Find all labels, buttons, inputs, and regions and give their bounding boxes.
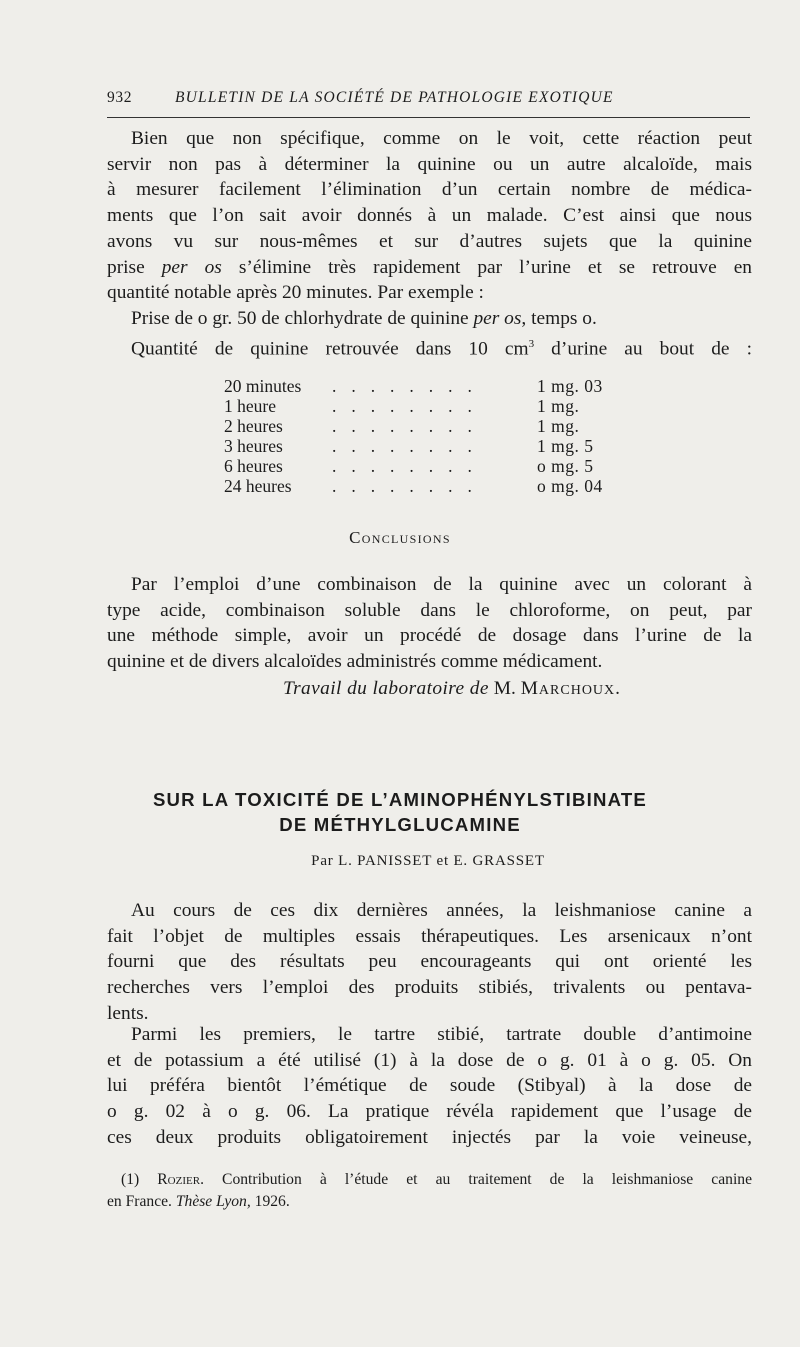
paragraph-reaction [107,126,752,306]
table-leader: . . . . . . . . [332,436,478,456]
footnote-marker: (1) [121,1171,158,1188]
table-leader: . . . . . . . . [332,416,478,436]
paragraph-treatments [107,1022,752,1151]
credit-name: Marchoux. [520,678,622,699]
table-row [224,476,664,496]
table-value: 1 mg. [537,396,580,416]
superscript: 3 [528,338,535,350]
italic-per-os: per os [161,256,222,278]
text-line: ments que l’on sait avoir donnés à un malade. C’est ainsi que nous [107,205,752,227]
text-line: lui préféra bientôt l’émétique de soude (Stibyal) à la dose de [107,1075,752,1097]
conclusions-heading: Conclusions [349,528,451,547]
table-leader: . . . . . . . . [332,456,478,476]
footnote-italic: Thèse Lyon, [175,1193,251,1210]
text-line: quinine et de divers alcaloïdes administrés comme médicament. [107,651,603,673]
lab-credit [283,678,621,700]
header-rule [107,117,750,118]
table-leader: . . . . . . . . [332,396,478,416]
table-value: o mg. 04 [537,476,603,496]
text-segment: prise [107,256,162,278]
table-time: 1 heure [224,396,276,416]
text-line [107,332,752,362]
table-value: 1 mg. [537,416,580,436]
table-row [224,436,664,456]
text-line: ces deux produits obligatoirement injectés par la voie veineuse, [107,1126,752,1148]
text-segment: d’urine au bout de : [534,338,752,360]
article-title-line-1: SUR LA TOXICITÉ DE L’AMINOPHÉNYLSTIBINATE [152,789,648,810]
text-line: fait l’objet de multiples essais thérapeutiques. Les arsenicaux n’ont [107,925,752,947]
table-time: 3 heures [224,436,283,456]
paragraph-conclusions [107,572,752,675]
credit-italic: Travail du laboratoire de [283,678,489,699]
text-segment: , temps o. [521,308,597,329]
table-time: 24 heures [224,476,292,496]
text-line: o g. 02 à o g. 06. La pratique révéla rapidement que l’usage de [107,1101,752,1123]
table-time: 6 heures [224,456,283,476]
article-authors: Par L. PANISSET et E. GRASSET [311,853,545,869]
text-line [107,306,752,332]
article-title-line-2: DE MÉTHYLGLUCAMINE [279,814,521,835]
text-line: lents. [107,1002,149,1024]
table-row [224,456,664,476]
text-line: type acide, combinaison soluble dans le chloroforme, on peut, par [107,599,752,621]
text-line: Par l’emploi d’une combinaison de la quinine avec un colorant à [131,574,752,595]
text-line: quantité notable après 20 minutes. Par exemple : [107,282,484,304]
text-line [107,255,752,281]
quantite-line [107,332,752,362]
table-value: 1 mg. 03 [537,376,603,396]
table-value: 1 mg. 5 [537,436,594,456]
text-segment: 1926. [250,1193,290,1210]
text-segment: s’élimine très rapidement par l’urine et se retrouve en [221,256,753,278]
table-time: 20 minutes [224,376,302,396]
text-line: une méthode simple, avoir un procédé de dosage dans l’urine de la [107,625,752,647]
text-line: servir non pas à déterminer la quinine ou un autre alcaloïde, mais [107,153,752,175]
table-leader: . . . . . . . . [332,476,478,496]
journal-title: BULLETIN DE LA SOCIÉTÉ DE PATHOLOGIE EXOTIQUE [175,89,614,106]
table-leader: . . . . . . . . [332,376,478,396]
prise-line [107,306,752,332]
italic-per-os: per os [473,308,522,329]
table-row [224,376,664,396]
footnote-line [107,1169,752,1191]
text-line: Parmi les premiers, le tartre stibié, tartrate double d’antimoine [131,1024,752,1045]
text-line: recherches vers l’emploi des produits stibiés, trivalents ou pentava- [107,977,752,999]
text-line: fourni que des résultats peu encourageants qui ont orienté les [107,951,752,973]
text-line: à mesurer facilement l’élimination d’un certain nombre de médica- [107,179,752,201]
text-line: avons vu sur nous-mêmes et sur d’autres sujets que la quinine [107,230,752,252]
text-line: et de potassium a été utilisé (1) à la dose de o g. 01 à o g. 05. On [107,1049,752,1071]
page-number: 932 [107,89,133,106]
text-line: Bien que non spécifique, comme on le voit, cette réaction peut [131,128,752,149]
table-time: 2 heures [224,416,283,436]
table-value: o mg. 5 [537,456,594,476]
table-row [224,416,664,436]
table-row [224,396,664,416]
text-segment: Contribution à l’étude et au traitement de la leishmaniose canine [203,1171,752,1188]
text-segment: en France. [107,1193,176,1210]
text-segment: Prise de o gr. 50 de chlorhydrate de quinine [131,308,474,329]
running-header [107,89,750,111]
footnote-author: Rozier. [157,1171,204,1188]
text-line: Au cours de ces dix dernières années, la leishmaniose canine a [131,900,752,921]
elimination-table [224,376,664,496]
credit-title: M. [488,678,521,699]
text-segment: Quantité de quinine retrouvée dans 10 cm [131,338,529,360]
footnote [107,1169,752,1213]
footnote-line [107,1191,752,1213]
paragraph-intro [107,898,752,1027]
